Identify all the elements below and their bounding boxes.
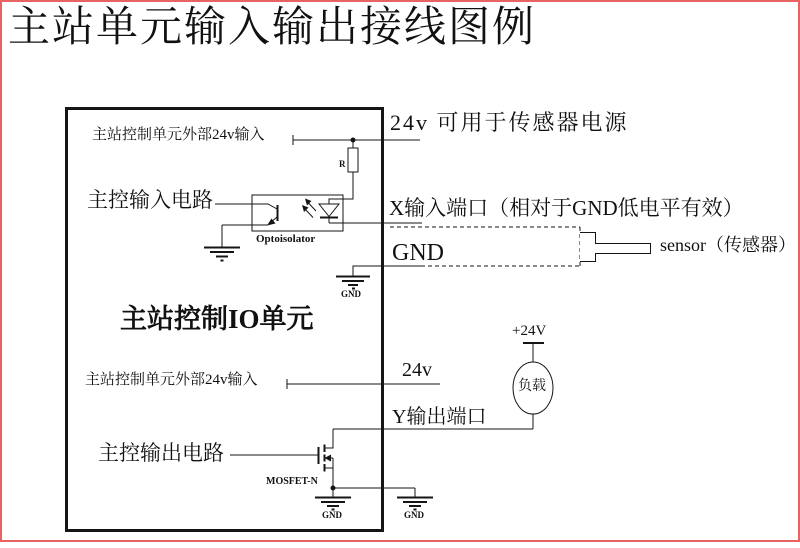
page-title: 主站单元输入输出接线图例 — [8, 5, 537, 51]
gnd-symbol-label: GND — [404, 510, 424, 520]
ground-symbol-external — [397, 498, 433, 510]
gnd-line-label: GND — [392, 240, 444, 266]
load-label: 负载 — [518, 379, 546, 394]
ext-24v-input-label-top: 主站控制单元外部24v输入 — [92, 127, 265, 143]
source-lead — [324, 458, 333, 488]
ext-24v-input-label-bottom: 主站控制单元外部24v输入 — [85, 372, 258, 388]
master-input-circuit-label: 主控输入电路 — [87, 188, 213, 212]
x-input-wire — [329, 223, 580, 266]
sensor-power-24v-label: 24v 可用于传感器电源 — [390, 110, 629, 135]
mosfet-symbol — [230, 429, 415, 497]
y-output-port-label: Y输出端口 — [392, 406, 487, 428]
gnd-wire — [353, 266, 580, 276]
out-24v-label: 24v — [402, 359, 432, 381]
resistor-symbol — [329, 140, 358, 204]
sensor-connector — [580, 232, 651, 262]
x-input-port-label: X输入端口（相对于GND低电平有效） — [389, 196, 744, 220]
ground-symbol-gnd-line — [336, 277, 370, 289]
master-output-circuit-label: 主控输出电路 — [98, 441, 224, 465]
ext-24v-wire-top — [293, 135, 420, 145]
gnd-symbol-label: GND — [322, 510, 342, 520]
resistor-label: R — [339, 159, 346, 169]
led-triangle — [319, 204, 339, 217]
plus-24v-label: +24V — [512, 323, 547, 339]
ground-symbol-mosfet — [315, 498, 351, 510]
optoisolator-label: Optoisolator — [256, 233, 316, 245]
mosfet-label: MOSFET-N — [266, 476, 318, 487]
light-arrows-icon — [302, 199, 316, 218]
source-ground-wires — [333, 488, 415, 497]
sensor-label: sensor（传感器） — [660, 235, 796, 255]
transistor-collector — [215, 204, 277, 209]
master-io-unit-label: 主站控制IO单元 — [120, 304, 314, 334]
gnd-symbol-label: GND — [341, 289, 361, 299]
ground-symbol-input — [204, 248, 240, 261]
